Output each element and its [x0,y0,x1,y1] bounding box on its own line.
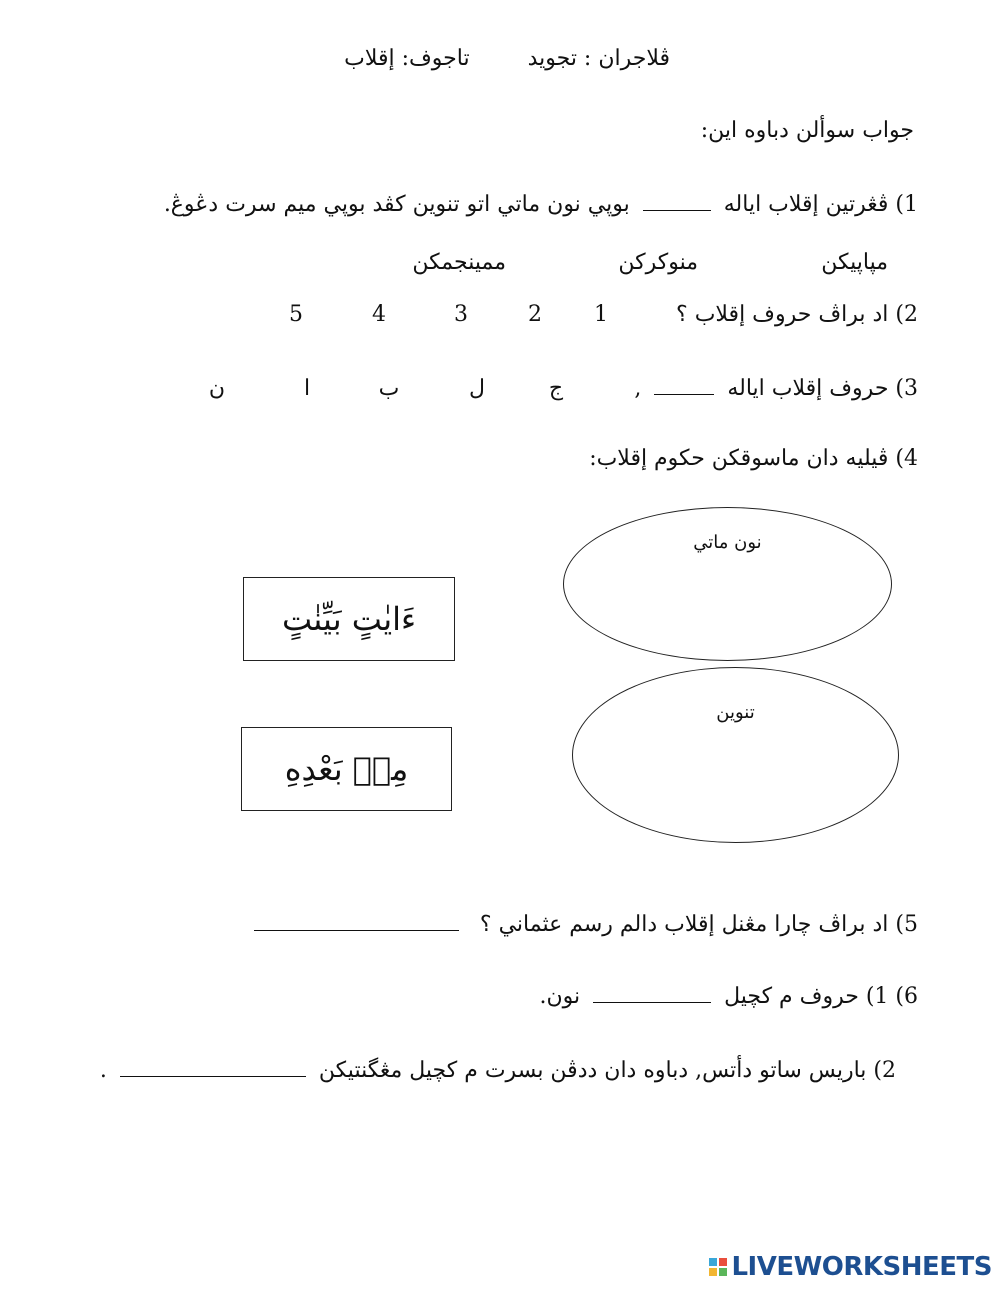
logo-square-1 [709,1258,717,1266]
q5-text: 5) اد براڤ چارا مڠنل إقلاب دالم رسم عثماني ؟ [479,912,918,937]
q6-part2-end: . [99,1058,107,1083]
logo-square-4 [719,1268,727,1276]
q4-word-card-1[interactable] [243,577,455,661]
q4-word-2: مِنۢ بَعْدِهِ [284,750,409,788]
q6-part2-text: 2) باريس ساتو دأتس, دباوه دان ددڤن بسرت م كچيل مڠگنتيكن [318,1058,896,1083]
q1-text-before: 1) ڤڠرتين إقلاب اياله [723,192,918,217]
q3-option-ba[interactable]: ب [378,376,400,401]
question-6-part-1 [539,982,918,1012]
q2-option-1[interactable]: 1 [594,302,608,327]
q3-comma: , [634,376,642,401]
question-5 [254,910,918,940]
q4-drop-zone-tanwin-label: تنوين [716,702,755,723]
worksheet-header [344,44,670,74]
q1-answer-blank[interactable] [643,192,711,211]
logo-square-2 [719,1258,727,1266]
q1-option-3[interactable]: ممينجمكن [412,250,506,275]
q2-option-2[interactable]: 2 [528,302,542,327]
question-4: 4) ڤيليه دان ماسوقكن حكوم إقلاب: [589,446,918,471]
q1-option-2[interactable]: منوكركن [618,250,698,275]
q6-part1-answer-blank[interactable] [593,984,711,1003]
question-1 [164,190,918,220]
q2-option-5[interactable]: 5 [289,302,303,327]
q6-part1-text-before: 6) 1) حروف م كچيل [724,984,918,1009]
header-subject: ڤلاجران : تجويد [527,46,670,71]
q2-option-3[interactable]: 3 [454,302,468,327]
question-6-part-2 [100,1056,896,1086]
q3-option-jim[interactable]: ج [548,376,564,401]
q4-word-card-2[interactable] [241,727,452,811]
q5-answer-blank[interactable] [254,912,459,931]
q3-option-alif[interactable]: ا [303,376,311,401]
liveworksheets-logo-text: LIVEWORKSHEETS [731,1252,992,1282]
q6-part1-text-after: نون. [539,984,581,1009]
logo-square-3 [709,1268,717,1276]
liveworksheets-brand [709,1252,992,1282]
question-2: 2) اد براڤ حروف إقلاب ؟ [676,302,918,327]
header-topic: تاجوف: إقلاب [344,46,470,71]
q3-answer-blank[interactable] [654,376,714,395]
liveworksheets-logo-icon [709,1258,727,1276]
question-3 [634,374,918,404]
q3-option-lam[interactable]: ل [469,376,485,401]
q3-text: 3) حروف إقلاب اياله [727,376,918,401]
q4-drop-zone-nun-mati[interactable] [563,507,892,661]
q1-text-after: بوپي نون ماتي اتو تنوين كڤد بوپي ميم سرت دڠوڠ. [163,192,630,217]
instruction-text: جواب سوألن دباوه اين: [700,118,914,143]
q6-part2-answer-blank[interactable] [120,1058,306,1077]
q4-drop-zone-tanwin[interactable] [572,667,899,843]
q2-option-4[interactable]: 4 [372,302,386,327]
q4-drop-zone-nun-mati-label: نون ماتي [693,532,762,553]
q1-option-1[interactable]: مپاپيكن [821,250,888,275]
q4-word-1: ءَايٰتٍ بَيِّنٰتٍ [281,600,417,638]
q3-option-nun[interactable]: ن [208,376,226,401]
